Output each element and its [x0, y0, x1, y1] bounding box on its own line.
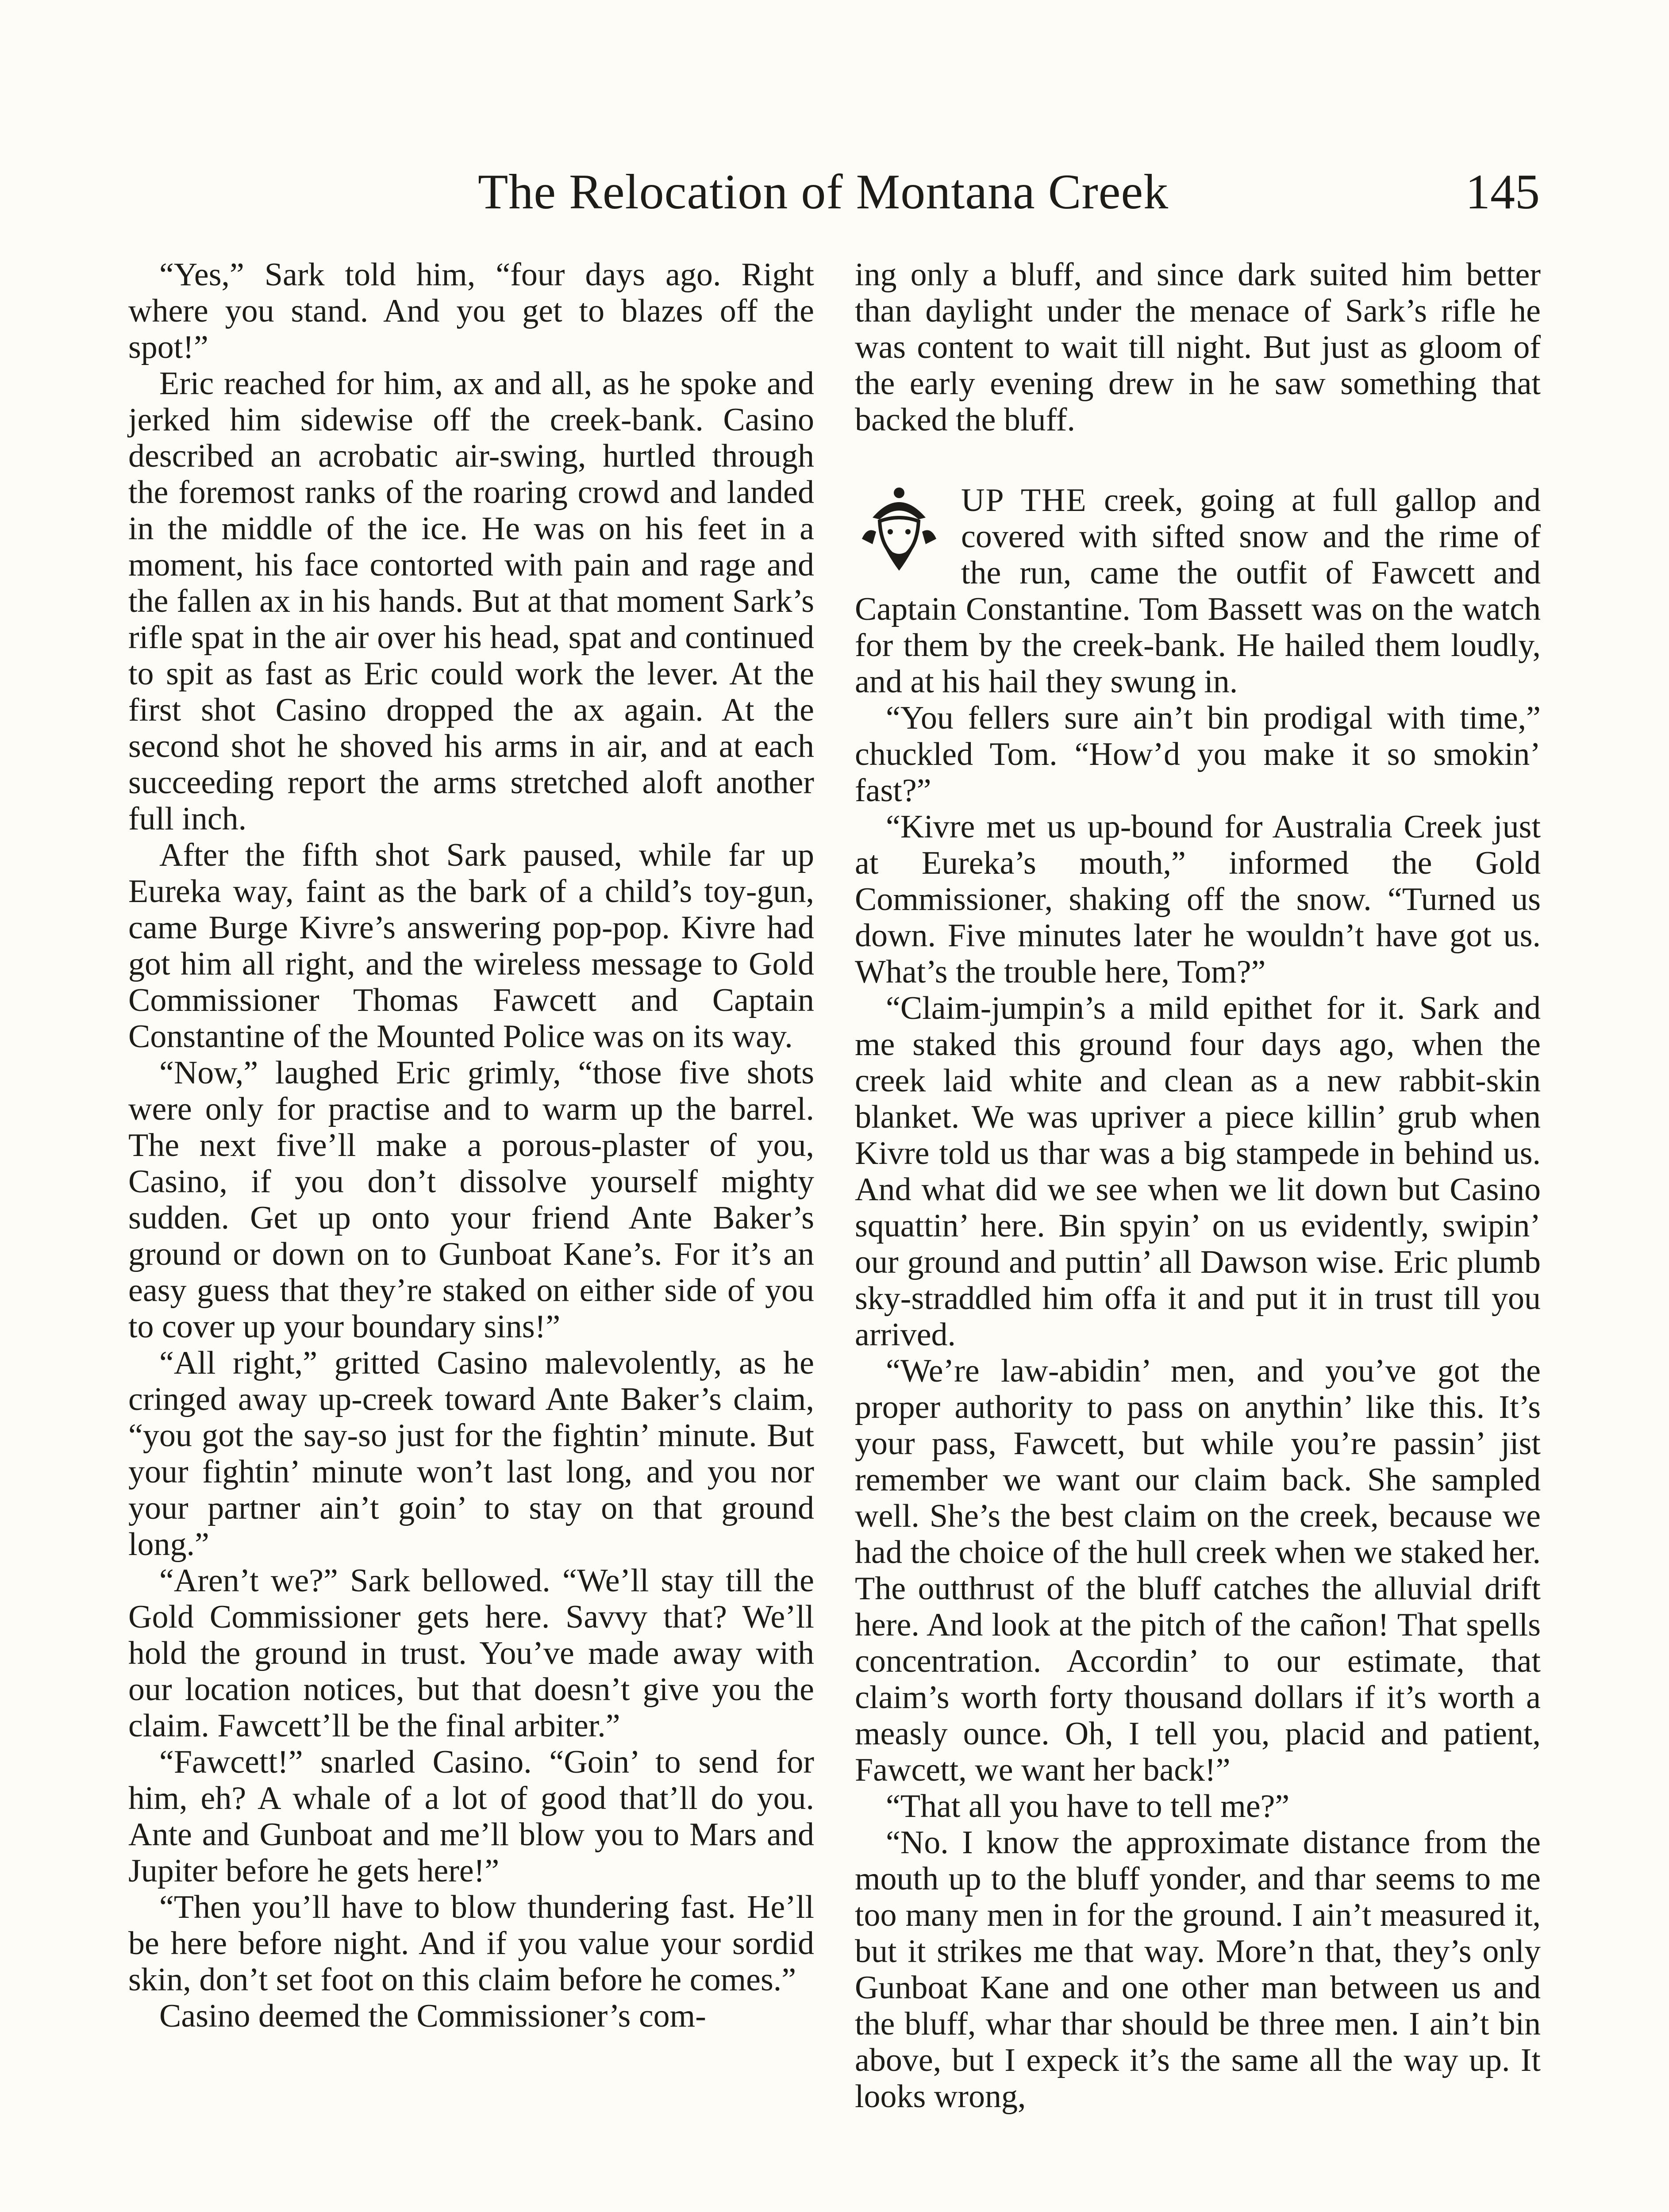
paragraph: “That all you have to tell me?” [886, 1788, 1290, 1824]
running-header [124, 164, 1540, 230]
paragraph: “Yes,” Sark told him, “four days ago. Right where you stand. And you get to blazes off the spot!” [128, 257, 814, 365]
right-column [855, 257, 1541, 2115]
paragraph: Eric reached for him, ax and all, as he spoke and jerked him sidewise off the creek-bank. Casino described an acrobatic air-swing, hurtled through the foremost ranks of the roaring crowd and landed in the middle of the ice. He was on his feet in a moment, his face contorted with pain and rage and the fallen ax in his hands. But at that moment Sark’s rifle spat in the air over his head, spat and continued to spit as fast as Eric could work the lever. At the first shot Casino dropped the ax again. At the second shot he shoved his arms in air, and at each succeeding report the arms stretched aloft another full inch. [128, 365, 814, 837]
paragraph: “Now,” laughed Eric grimly, “those five shots were only for practise and to warm up the barrel. The next five’ll make a porous-plaster of you, Casino, if you don’t dissolve yourself mighty sudden. Get up onto your friend Ante Baker’s ground or down on to Gunboat Kane’s. For it’s an easy guess that they’re staked on either side of you to cover up your boundary sins!” [128, 1055, 814, 1345]
paragraph: “We’re law-abidin’ men, and you’ve got the proper authority to pass on anythin’ like this. It’s your pass, Fawcett, but while you’re passin’ jist remember we want our claim back. She sampled well. She’s the best claim on the creek, because we had the choice of the hull creek when we staked her. The outthrust of the bluff catches the alluvial drift here. And look at the pitch of the cañon! That spells concentration. Accordin’ to our estimate, that claim’s worth forty thousand dollars if it’s worth a measly ounce. Oh, I tell you, placid and patient, Fawcett, we want her back!” [855, 1353, 1541, 1788]
paragraph: “All right,” gritted Casino malevolently, as he cringed away up-creek toward Ante Baker’s claim, “you got the say-so just for the fightin’ minute. But your fightin’ minute won’t last long, and you nor your partner ain’t goin’ to stay on that ground long.” [128, 1345, 814, 1563]
miner-head-icon [855, 482, 943, 584]
paragraph: “Then you’ll have to blow thundering fast. He’ll be here before night. And if you value your sordid skin, don’t set foot on this claim before he comes.” [128, 1889, 814, 1998]
page-number: 145 [1465, 165, 1540, 219]
section-opening-text [855, 482, 1541, 700]
paragraph: “Aren’t we?” Sark bellowed. “We’ll stay till the Gold Commissioner gets here. Savvy that? We’ll hold the ground in trust. You’ve made away with our location notices, but that doesn’t give you the claim. Fawcett’ll be the final arbiter.” [128, 1563, 814, 1744]
paragraph: “Claim-jumpin’s a mild epithet for it. Sark and me staked this ground four days ago, when the creek laid white and clean as a new rabbit-skin blanket. We was upriver a piece killin’ grub when Kivre told us thar was a big stampede in behind us. And what did we see when we lit down but Casino squattin’ here. Bin spyin’ on us evidently, swipin’ our ground and puttin’ all Dawson wise. Eric plumb sky-straddled him offa it and put it in trust till you arrived. [855, 990, 1541, 1353]
paragraph-continued: ing only a bluff, and since dark suited him better than daylight under the menace of Sark’s rifle he was content to wait till night. But just as gloom of the early evening drew in he saw something that backed the bluff. [855, 257, 1541, 438]
paragraph: “You fellers sure ain’t bin prodigal with time,” chuckled Tom. “How’d you make it so smokin’ fast?” [855, 700, 1541, 809]
left-column [128, 257, 814, 2034]
paragraph: After the fifth shot Sark paused, while far up Eureka way, faint as the bark of a child’s toy-gun, came Burge Kivre’s answering pop-pop. Kivre had got him all right, and the wireless message to Gold Commissioner Thomas Fawcett and Captain Constantine of the Mounted Police was on its way. [128, 837, 814, 1055]
section-opening-caps: UP THE [961, 482, 1087, 518]
running-title: The Relocation of Montana Creek [478, 165, 1169, 219]
section-opening [855, 482, 1541, 700]
paragraph: “Fawcett!” snarled Casino. “Goin’ to send for him, eh? A whale of a lot of good that’ll do you. Ante and Gunboat and me’ll blow you to Mars and Jupiter before he gets here!” [128, 1744, 814, 1889]
paragraph: Casino deemed the Commissioner’s com- [159, 1998, 706, 2034]
paragraph: “Kivre met us up-bound for Australia Creek just at Eureka’s mouth,” informed the Gold Commissioner, shaking off the snow. “Turned us down. Five minutes later he wouldn’t have got us. What’s the trouble here, Tom?” [855, 809, 1541, 990]
section-opening-body: creek, going at full gallop and covered with sifted snow and the rime of the run, came the outfit of Fawcett and Captain Constantine. Tom Bassett was on the watch for them by the creek-bank. He hailed them loudly, and at his hail they swung in. [855, 482, 1541, 700]
paragraph: “No. I know the approximate distance from the mouth up to the bluff yonder, and thar seems to me too many men in for the ground. I ain’t measured it, but it strikes me that way. More’n that, they’s only Gunboat Kane and one other man between us and the bluff, whar thar should be three men. I ain’t bin above, but I expeck it’s the same all the way up. It looks wrong, [855, 1824, 1541, 2115]
